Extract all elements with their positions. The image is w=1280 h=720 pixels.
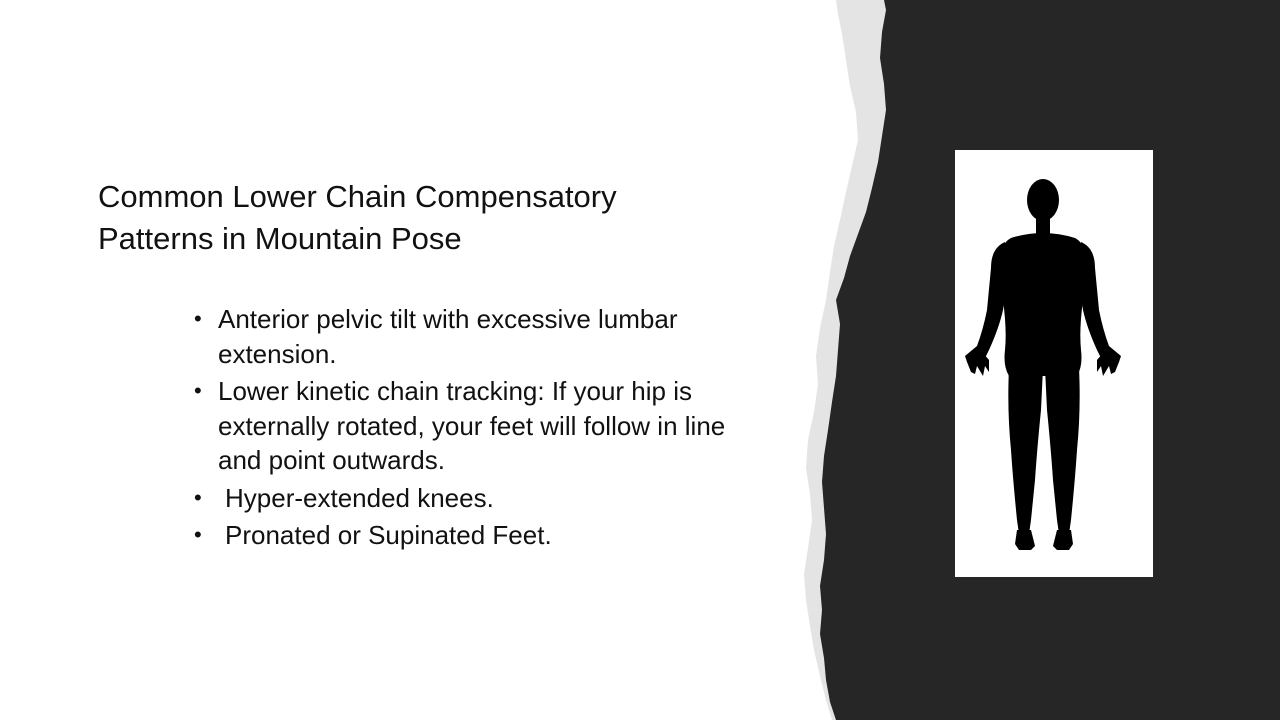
bullet-dot: • [194, 378, 202, 403]
bullet-text: Lower kinetic chain tracking: If your hip is externally rotated, your feet will follow in line and point outwards. [218, 376, 726, 475]
bullet-text: Hyper-extended knees. [225, 482, 494, 513]
bullet-item [192, 481, 732, 516]
bullet-text: Anterior pelvic tilt with excessive lumbar extension. [218, 304, 678, 369]
bullet-dot: • [194, 484, 202, 510]
human-body-silhouette-icon [955, 150, 1153, 577]
bullet-dot: • [194, 522, 202, 547]
bullet-text: Pronated or Supinated Feet. [225, 520, 552, 550]
slide-title: Common Lower Chain Compensatory Patterns in Mountain Pose [98, 179, 617, 256]
bullet-list [192, 302, 732, 556]
bullet-item [192, 518, 732, 553]
bullet-item [192, 302, 732, 371]
bullet-item [192, 374, 732, 478]
figure-image [955, 150, 1153, 577]
bullet-dot: • [194, 306, 202, 331]
